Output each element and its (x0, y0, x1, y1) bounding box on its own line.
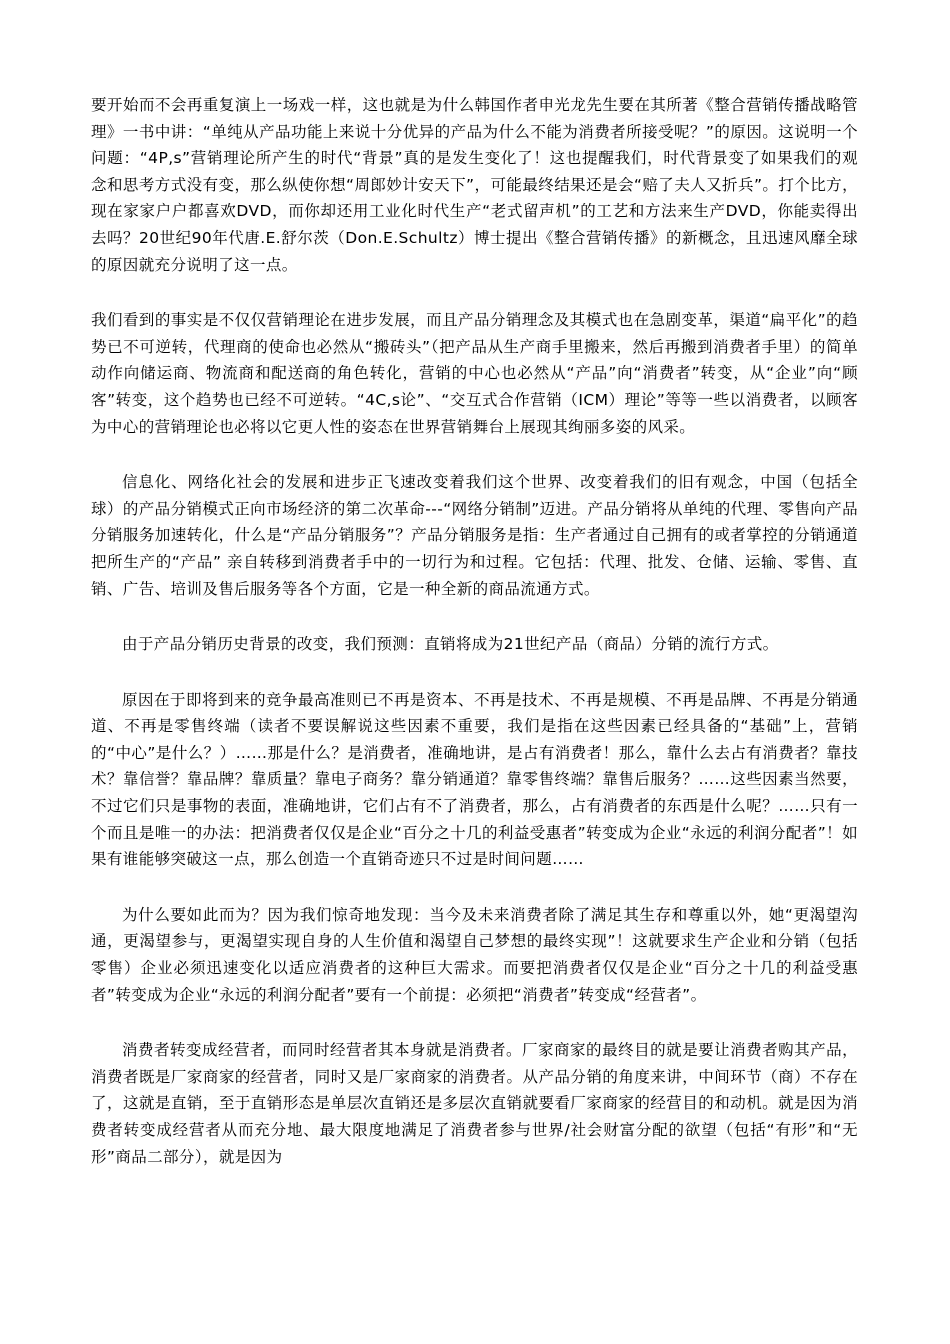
paragraph-4: 由于产品分销历史背景的改变，我们预测：直销将成为21世纪产品（商品）分销的流行方式。 (122, 635, 779, 654)
paragraph-5: 原因在于即将到来的竞争最高准则已不再是资本、不再是技术、不再是规模、不再是品牌、不再是分销通道、不再是零售终端（读者不要误解说这些因素不重要，我们是指在这些因素已经具备的“基础”上，营销的“中心”是什么？）……那是什么？是消费者，准确地讲，是占有消费者！那么，靠什么去占有消费者？靠技术？靠信誉？靠品牌？靠质量？靠电子商务？靠分销通道？靠零售终端？靠售后服务？……这些因素当然要，不过它们只是事物的表面，准确地讲，它们占有不了消费者，那么，占有消费者的东西是什么呢？……只有一个而且是唯一的办法：把消费者仅仅是企业“百分之十几的利益受惠者”转变成为企业“永远的利润分配者”！如果有谁能够突破这一点，那么创造一个直销奇迹只不过是时间问题…… (91, 690, 858, 869)
paragraph-1: 要开始而不会再重复演上一场戏一样，这也就是为什么韩国作者申光龙先生要在其所著《整合营销传播战略管理》一书中讲：“单纯从产品功能上来说十分优异的产品为什么不能为消费者所接受呢？”的原因。这说明一个问题：“4P,s”营销理论所产生的时代“背景”真的是发生变化了！这也提醒我们，时代背景变了如果我们的观念和思考方式没有变，那么纵使你想“周郎妙计安天下”，可能最终结果还是会“赔了夫人又折兵”。打个比方，现在家家户户都喜欢DVD，而你却还用工业化时代生产“老式留声机”的工艺和方法来生产DVD，你能卖得出去吗？20世纪90年代唐.E.舒尔茨（Don.E.Schultz）博士提出《整合营销传播》的新概念，且迅速风靡全球的原因就充分说明了这一点。 (91, 96, 858, 274)
paragraph-3: 信息化、网络化社会的发展和进步正飞速改变着我们这个世界、改变着我们的旧有观念，中国（包括全球）的产品分销模式正向市场经济的第二次革命---“网络分销制”迈进。产品分销将从单纯的代理、零售向产品分销服务加速转化，什么是“产品分销服务”？产品分销服务是指：生产者通过自己拥有的或者掌控的分销通道把所生产的“产品” 亲自转移到消费者手中的一切行为和过程。它包括：代理、批发、仓储、运输、零售、直销、广告、培训及售后服务等各个方面，它是一种全新的商品流通方式。 (91, 473, 858, 598)
paragraph-6: 为什么要如此而为？因为我们惊奇地发现：当今及未来消费者除了满足其生存和尊重以外，她“更渴望沟通，更渴望参与，更渴望实现自身的人生价值和渴望自己梦想的最终实现”！这就要求生产企业和分销（包括零售）企业必须迅速变化以适应消费者的这种巨大需求。而要把消费者仅仅是企业“百分之十几的利益受惠者”转变成为企业“永远的利润分配者”要有一个前提：必须把“消费者”转变成“经营者”。 (91, 905, 858, 1004)
paragraph-2: 我们看到的事实是不仅仅营销理论在进步发展，而且产品分销理念及其模式也在急剧变革，渠道“扁平化”的趋势已不可逆转，代理商的使命也必然从“搬砖头”（把产品从生产商手里搬来，然后再搬到消费者手里）的简单动作向储运商、物流商和配送商的角色转化，营销的中心也必然从“产品”向“消费者”转变，从“企业”向“顾客”转变，这个趋势也已经不可逆转。“4C,s论”、“交互式合作营销（ICM）理论”等等一些以消费者，以顾客为中心的营销理论也必将以它更人性的姿态在世界营销舞台上展现其绚丽多姿的风采。 (91, 311, 858, 436)
paragraph-7: 消费者转变成经营者，而同时经营者其本身就是消费者。厂家商家的最终目的就是要让消费者购其产品，消费者既是厂家商家的经营者，同时又是厂家商家的消费者。从产品分销的角度来讲，中间环节（商）不存在了，这就是直销，至于直销形态是单层次直销还是多层次直销就要看厂家商家的经营目的和动机。就是因为消费者转变成经营者从而充分地、最大限度地满足了消费者参与世界/社会财富分配的欲望（包括“有形”和“无形”商品二部分），就是因为 (91, 1041, 858, 1166)
document-body (91, 92, 858, 1199)
